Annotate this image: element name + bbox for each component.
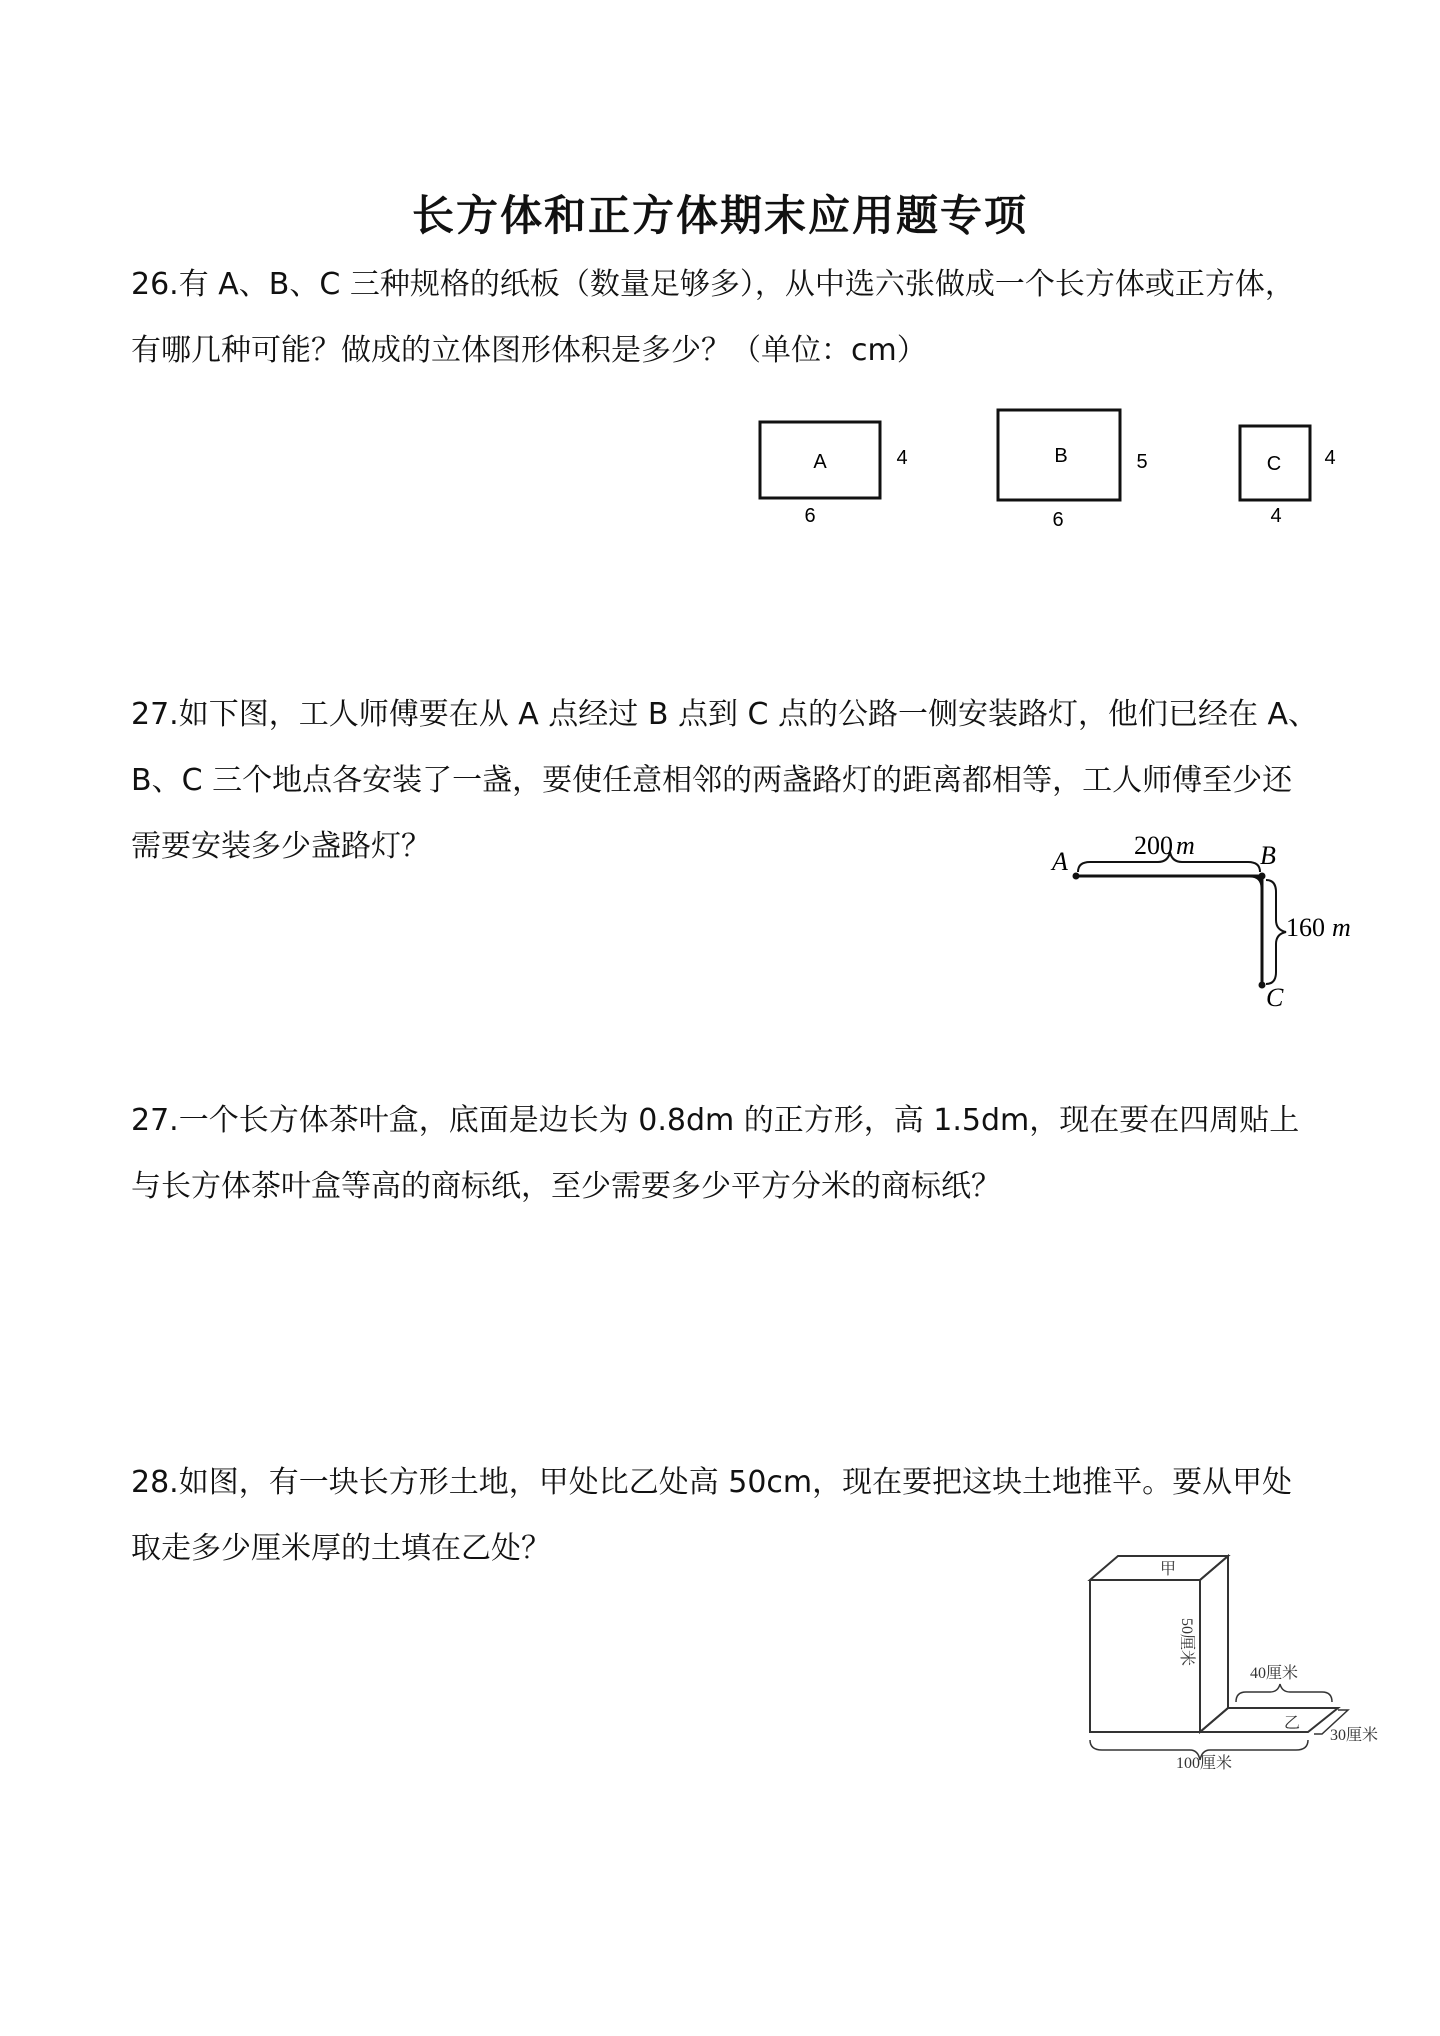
yi-label: 乙: [1284, 1715, 1301, 1732]
question-26: 26.有 A、B、C 三种规格的纸板（数量足够多），从中选六张做成一个长方体或正方体，有哪几种可能？做成的立体图形体积是多少？（单位：cm）: [131, 267, 1295, 368]
land-figure: [1070, 1550, 1400, 1770]
height-label: 50厘米: [1178, 1618, 1195, 1667]
length-label: 40厘米: [1250, 1665, 1299, 1682]
question-28: 28.如图，有一块长方形土地，甲处比乙处高 50cm，现在要把这块土地推平。要从甲处取走多少厘米厚的土填在乙处？: [131, 1465, 1293, 1566]
bc-distance-unit: m: [1332, 913, 1351, 942]
ab-distance-unit: m: [1176, 831, 1195, 860]
point-a-label: A: [1052, 847, 1068, 876]
jia-label: 甲: [1160, 1561, 1177, 1578]
depth-label: 30厘米: [1330, 1727, 1379, 1744]
question-27-tea-box: 27.一个长方体茶叶盒，底面是边长为 0.8dm 的正方形，高 1.5dm，现在要在四周贴上与长方体茶叶盒等高的商标纸，至少需要多少平方分米的商标纸？: [131, 1103, 1300, 1204]
road-figure: [1040, 820, 1380, 1010]
total-length-label: 100厘米: [1176, 1755, 1233, 1770]
point-c-label: C: [1266, 983, 1284, 1010]
board-b-height: 5: [1136, 451, 1148, 473]
board-c-width: 4: [1270, 505, 1282, 527]
board-c-height: 4: [1324, 447, 1336, 469]
point-b-dot: [1259, 873, 1266, 880]
point-b-label: B: [1260, 841, 1276, 870]
point-c-dot: [1259, 982, 1266, 989]
page-title: 长方体和正方体期末应用题专项: [411, 191, 1028, 240]
ab-distance-value: 200: [1134, 831, 1173, 860]
board-c-label: C: [1266, 453, 1282, 475]
board-b-label: B: [1054, 445, 1068, 467]
question-27-lamps: 27.如下图，工人师傅要在从 A 点经过 B 点到 C 点的公路一侧安装路灯，他们已经在 A、B、C 三个地点各安装了一盏，要使任意相邻的两盏路灯的距离都相等，工人师傅至少还需要安装多少盏路灯？: [131, 697, 1319, 864]
board-a-width: 6: [804, 505, 816, 527]
board-b-width: 6: [1052, 509, 1064, 531]
bc-distance-value: 160: [1286, 913, 1325, 942]
paper-boards-figure: [740, 400, 1360, 540]
board-a-label: A: [813, 451, 827, 473]
point-a-dot: [1073, 873, 1080, 880]
board-a-height: 4: [896, 447, 908, 469]
